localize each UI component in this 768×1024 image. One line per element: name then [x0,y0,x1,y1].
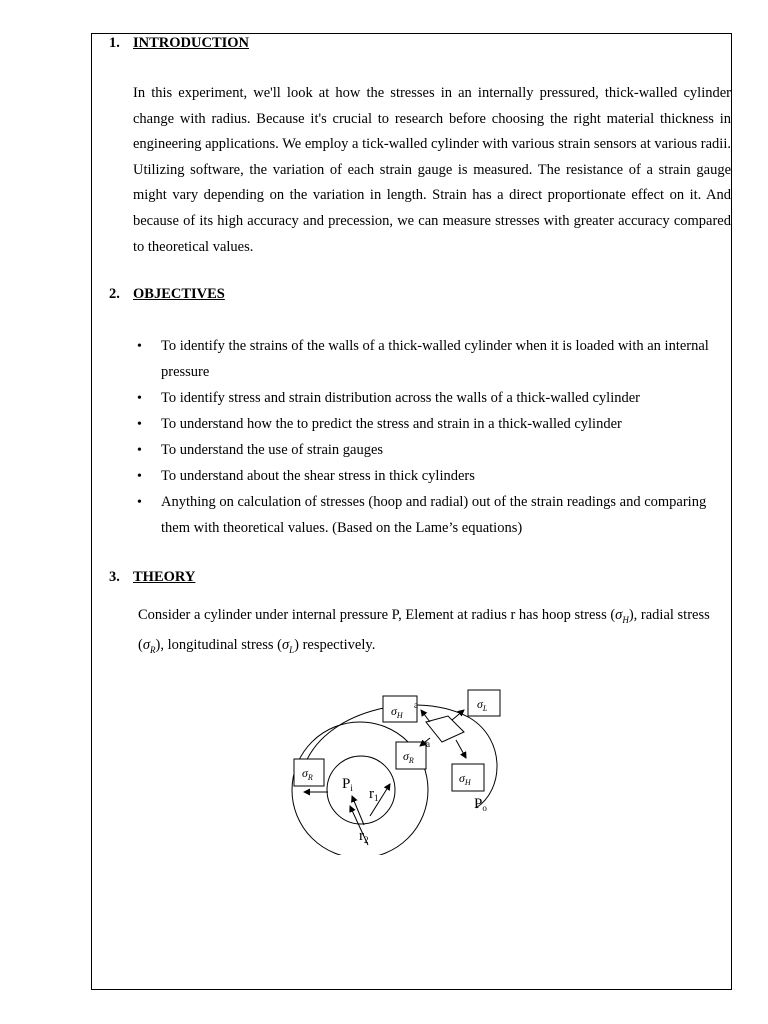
surface-element [426,716,464,742]
longitudinal-stress-symbol [281,637,295,656]
label-a: a [414,700,418,710]
hoop-label-right: $\sigma_H$ [459,771,471,787]
radial-label-inner: $\sigma_R$ [403,749,414,765]
radial-stress-symbol [142,637,156,656]
subscript: L [289,645,295,656]
arrow [452,710,464,720]
label-a: a [426,739,430,749]
objectives-list [133,334,731,542]
list-item: • To identify the strains of the walls of a thick-walled cylinder when it is loaded with an internal pressure [133,334,731,385]
inner-pressure-label: $P_i$ [342,776,353,793]
introduction-heading [109,35,249,52]
list-item: • To identify stress and strain distribution across the walls of a thick-walled cylinder [133,386,731,412]
list-item: • Anything on calculation of stresses (hoop and radial) out of the strain readings and comparing them with theoretical values. (Based on the Lame’s equations) [133,490,731,541]
theory-paragraph [138,603,732,664]
section-title: OBJECTIVES [133,286,225,302]
arrow [352,796,364,825]
section-title: THEORY [133,569,196,585]
subscript: R [150,645,156,656]
sigma-symbol: σ [615,607,623,623]
list-item: • To understand how the to predict the stress and strain in a thick-walled cylinder [133,412,731,438]
subscript: H [622,614,629,625]
list-item: • To understand the use of strain gauges [133,438,731,464]
introduction-paragraph: In this experiment, we'll look at how the stresses in an internally pressured, thick-walled cylinder change with radius. Because it's crucial to research before choosing the right material thickness in engineering applications. We employ a tick-walled cylinder with various strain sensors at various radii. Utilizing software, the variation of each strain gauge is measured. The resistance of a strain gauge might vary depending on the variation in length. Strain has a direct proportionate effect on it. And because of its high accuracy and precession, we can measure stresses with greater accuracy compared to theoretical values. [133,85,731,255]
objectives-heading [109,286,225,303]
section-number: 3. [109,569,120,585]
sigma-symbol: σ [281,637,290,654]
theory-text: ), longitudinal stress ( [155,637,282,654]
section-title: INTRODUCTION [133,35,250,51]
theory-text: Consider a cylinder under internal pressure P, Element at radius r has hoop stress ( [138,607,616,623]
cylinder-inner-circle [327,756,395,824]
arrow [421,710,430,722]
radial-label-outer: $\sigma_R$ [302,766,313,782]
section-number: 2. [109,286,120,302]
hoop-stress-symbol [615,607,629,623]
inner-radius-label: $r_1$ [369,786,379,803]
theory-text: ), radial stress ( [138,607,710,654]
thick-cylinder-diagram [280,680,520,855]
hoop-label-top: $\sigma_H$ [391,704,403,720]
theory-heading [109,569,195,586]
arrow [456,740,466,758]
longitudinal-label: $\sigma_L$ [477,697,488,713]
section-number: 1. [109,35,120,51]
outer-radius-label: $r_2$ [359,828,369,845]
outer-pressure-label: $P_o$ [474,796,487,813]
theory-text: ) respectively. [294,637,376,654]
sigma-symbol: σ [142,637,150,654]
list-item: • To understand about the shear stress in thick cylinders [133,464,731,490]
